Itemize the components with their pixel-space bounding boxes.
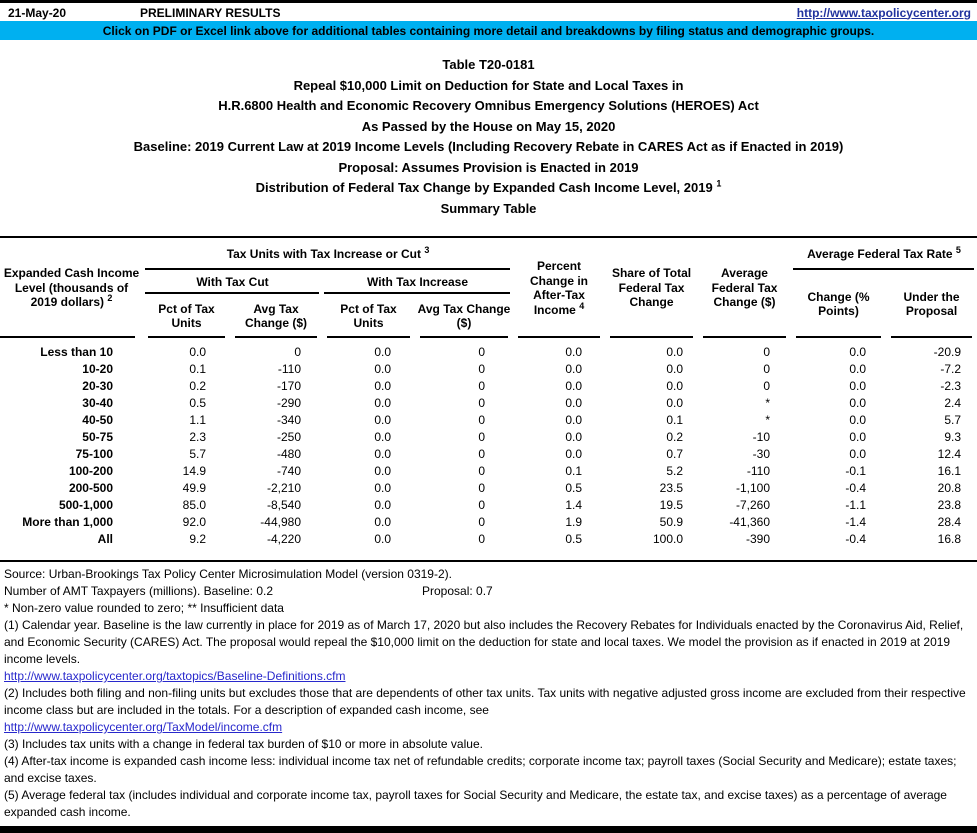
value-cell: 0.1 [565, 464, 583, 478]
value-cell: 0.0 [374, 515, 391, 529]
value-cell: 5.2 [666, 464, 684, 478]
income-level-cell: 75-100 [75, 447, 113, 461]
report-date: 21-May-20 [8, 5, 67, 20]
value-cell: -2.3 [940, 379, 962, 393]
value-cell: -44,980 [260, 515, 301, 529]
value-cell: 1.1 [189, 413, 206, 427]
value-cell: 100.0 [652, 532, 684, 546]
value-cell: * [765, 396, 771, 410]
value-cell: 0.0 [374, 447, 391, 461]
table-number: Table T20-0181 [442, 57, 535, 72]
value-cell: 0 [294, 345, 301, 359]
value-cell: 0.1 [666, 413, 684, 427]
value-cell: -1.4 [845, 515, 867, 529]
income-level-cell: 500-1,000 [58, 498, 113, 512]
col-header-rate-under-proposal: Under the Proposal [886, 270, 977, 338]
table-row [0, 429, 977, 446]
value-cell: 92.0 [182, 515, 206, 529]
value-cell: -110 [746, 464, 771, 478]
value-cell: 0 [478, 345, 486, 359]
title-line: As Passed by the House on May 15, 2020 [361, 118, 616, 134]
group-header-avg-rate: Average Federal Tax Rate $^5$ [791, 237, 977, 270]
col-header-avg-federal-change: Average Federal Tax Change ($) [698, 237, 791, 338]
value-cell: 0.0 [374, 396, 391, 410]
col-header-share-total: Share of Total Federal Tax Change [605, 237, 698, 338]
proposal-line: Proposal: Assumes Provision is Enacted in 2019 [338, 159, 639, 175]
value-cell: 0 [478, 447, 486, 461]
value-cell: 0.0 [565, 345, 583, 359]
value-cell: 0.2 [666, 430, 684, 444]
value-cell: 9.3 [944, 430, 962, 444]
distribution-line: Distribution of Federal Tax Change by Expanded Cash Income Level, 2019 $^1$ [255, 178, 722, 195]
value-cell: -20.9 [933, 345, 962, 359]
col-header-pct-units-increase: Pct of Tax Units [322, 294, 415, 338]
value-cell: 85.0 [182, 498, 206, 512]
value-cell: 0.1 [189, 362, 206, 376]
value-cell: 0.0 [565, 379, 583, 393]
value-cell: 0 [478, 362, 486, 376]
title-line: H.R.6800 Health and Economic Recovery Omnibus Emergency Solutions (HEROES) Act [218, 98, 759, 113]
table-body [0, 338, 977, 561]
value-cell: 0.0 [565, 362, 583, 376]
value-cell: -30 [752, 447, 771, 461]
asterisk-note: * Non-zero value rounded to zero; ** Insufficient data [4, 601, 284, 615]
table-row [0, 361, 977, 378]
table-row [0, 338, 977, 361]
value-cell: 0.0 [565, 396, 583, 410]
table-row [0, 395, 977, 412]
value-cell: -4,220 [266, 532, 301, 546]
value-cell: 0.0 [849, 396, 867, 410]
value-cell: 0.0 [666, 379, 684, 393]
group-header-with-tax-increase: With Tax Increase [322, 270, 513, 294]
col-header-income-level: Expanded Cash Income Level (thousands of 2019 dollars) $^2$ [0, 237, 143, 338]
value-cell: 0 [478, 396, 486, 410]
value-cell: 0.0 [374, 464, 391, 478]
value-cell: -390 [745, 532, 771, 546]
value-cell: 0.0 [849, 447, 867, 461]
value-cell: -1,100 [735, 481, 771, 495]
income-level-cell: All [97, 532, 113, 546]
value-cell: 0.0 [565, 447, 583, 461]
value-cell: 0 [478, 430, 486, 444]
income-level-cell: 100-200 [68, 464, 113, 478]
bottom-rule [0, 826, 977, 833]
value-cell: 0.0 [374, 362, 391, 376]
title-line: Repeal $10,000 Limit on Deduction for State and Local Taxes in [293, 77, 684, 93]
value-cell: -340 [276, 413, 301, 427]
income-level-cell: More than 1,000 [22, 515, 113, 529]
value-cell: 1.4 [565, 498, 583, 512]
footnote-4: (4) After-tax income is expanded cash income less: individual income tax net of refundable credits; corporate income tax; payroll taxes (Social Security and Medicare); estate taxes; and excise taxes. [4, 754, 957, 785]
value-cell: 0.0 [374, 345, 391, 359]
value-cell: -0.4 [845, 532, 867, 546]
table-row [0, 446, 977, 463]
value-cell: 0.0 [374, 379, 391, 393]
value-cell: 0.5 [565, 532, 583, 546]
baseline-line: Baseline: 2019 Current Law at 2019 Income Levels (Including Recovery Rebate in CARES Act as if Enacted in 2019) [133, 139, 844, 154]
value-cell: -0.1 [845, 464, 867, 478]
value-cell: -110 [277, 362, 301, 376]
value-cell: 0.0 [374, 481, 391, 495]
value-cell: -41,360 [729, 515, 771, 529]
col-header-avg-change-increase: Avg Tax Change ($) [415, 294, 513, 338]
value-cell: -480 [276, 447, 301, 461]
table-row [0, 531, 977, 561]
value-cell: -170 [276, 379, 301, 393]
income-level-cell: 200-500 [68, 481, 113, 495]
table-row [0, 497, 977, 514]
value-cell: 49.9 [182, 481, 206, 495]
value-cell: 12.4 [937, 447, 962, 461]
value-cell: 1.9 [565, 515, 583, 529]
value-cell: 0.5 [565, 481, 583, 495]
value-cell: -290 [276, 396, 301, 410]
value-cell: 16.1 [937, 464, 962, 478]
value-cell: 0 [478, 515, 486, 529]
value-cell: 0.0 [189, 345, 206, 359]
value-cell: 0.0 [666, 396, 684, 410]
table-row [0, 412, 977, 429]
value-cell: 0 [478, 532, 486, 546]
value-cell: 19.5 [659, 498, 684, 512]
value-cell: 0 [478, 379, 486, 393]
value-cell: 5.7 [944, 413, 962, 427]
table-row [0, 514, 977, 531]
income-level-cell: 50-75 [82, 430, 113, 444]
baseline-definitions-link[interactable]: http://www.taxpolicycenter.org/taxtopics/Baseline-Definitions.cfm [4, 669, 346, 683]
title-block [0, 55, 977, 219]
table-row [0, 463, 977, 480]
value-cell: 16.8 [937, 532, 962, 546]
income-definition-link[interactable]: http://www.taxpolicycenter.org/TaxModel/income.cfm [4, 720, 283, 734]
group-header-tax-units: Tax Units with Tax Increase or Cut $^3$ [143, 237, 513, 270]
income-level-cell: 20-30 [82, 379, 113, 393]
col-header-pct-units-cut: Pct of Tax Units [143, 294, 230, 338]
col-header-rate-change: Change (% Points) [791, 270, 886, 338]
value-cell: 0.0 [565, 413, 583, 427]
value-cell: 0.7 [666, 447, 684, 461]
value-cell: 20.8 [937, 481, 962, 495]
value-cell: -740 [276, 464, 301, 478]
value-cell: 0.0 [565, 430, 583, 444]
value-cell: 0.0 [849, 379, 867, 393]
footnote-3: (3) Includes tax units with a change in federal tax burden of $10 or more in absolute value. [4, 737, 483, 751]
taxpolicycenter-link[interactable]: http://www.taxpolicycenter.org [796, 5, 971, 20]
value-cell: 0.0 [374, 498, 391, 512]
value-cell: 0.5 [189, 396, 206, 410]
value-cell: 0 [478, 498, 486, 512]
value-cell: 9.2 [189, 532, 206, 546]
value-cell: -10 [752, 430, 771, 444]
col-header-avg-change-cut: Avg Tax Change ($) [230, 294, 322, 338]
summary-table-label: Summary Table [440, 200, 537, 216]
value-cell: 0 [478, 464, 486, 478]
value-cell: 28.4 [937, 515, 962, 529]
value-cell: 0.0 [849, 413, 867, 427]
value-cell: -1.1 [845, 498, 867, 512]
amt-baseline: Number of AMT Taxpayers (millions). Baseline: 0.2 [4, 584, 273, 598]
value-cell: -0.4 [845, 481, 867, 495]
table-header [0, 237, 977, 338]
value-cell: 0.0 [374, 532, 391, 546]
value-cell: * [765, 413, 771, 427]
value-cell: -2,210 [266, 481, 301, 495]
col-header-pct-change-ati: Percent Change in After-Tax Income $^4$ [513, 237, 605, 338]
value-cell: 0 [763, 362, 771, 376]
table-row [0, 378, 977, 395]
value-cell: -250 [276, 430, 301, 444]
distribution-table [0, 236, 977, 562]
footnote-1: (1) Calendar year. Baseline is the law currently in place for 2019 as of March 17, 2020 but also includes the Recovery Rebates for Individuals enacted by the Coronavirus Aid, Relief, and Economic Security (CARES) Act. The proposal would repeal the $10,000 limit on the deduction for state and local taxes. We model the provision as if enacted in 2019 at 2019 income levels. [4, 618, 964, 666]
footnotes [0, 562, 977, 821]
table-row [0, 480, 977, 497]
amt-taxpayers-note [4, 583, 972, 600]
info-banner-text: Click on PDF or Excel link above for additional tables containing more detail and breakdowns by filing status and demographic groups. [102, 23, 875, 38]
value-cell: 0 [763, 379, 771, 393]
value-cell: -7.2 [940, 362, 962, 376]
value-cell: 0 [478, 413, 486, 427]
preliminary-label: PRELIMINARY RESULTS [140, 5, 281, 20]
value-cell: 0 [763, 345, 771, 359]
value-cell: 0.0 [849, 430, 867, 444]
group-header-with-tax-cut: With Tax Cut [143, 270, 322, 294]
value-cell: 0.0 [666, 345, 684, 359]
value-cell: 0.0 [849, 362, 867, 376]
value-cell: 0.0 [849, 345, 867, 359]
value-cell: -8,540 [266, 498, 301, 512]
value-cell: 0 [478, 481, 486, 495]
value-cell: 23.8 [937, 498, 962, 512]
income-level-cell: Less than 10 [40, 345, 113, 359]
income-level-cell: 40-50 [82, 413, 113, 427]
value-cell: 2.4 [944, 396, 962, 410]
value-cell: 0.2 [189, 379, 206, 393]
value-cell: 0.0 [666, 362, 684, 376]
source-note: Source: Urban-Brookings Tax Policy Center Microsimulation Model (version 0319-2). [4, 567, 452, 581]
value-cell: 0.0 [374, 430, 391, 444]
value-cell: 23.5 [659, 481, 684, 495]
income-level-cell: 10-20 [82, 362, 113, 376]
footnote-2: (2) Includes both filing and non-filing units but excludes those that are dependents of other tax units. Tax units with negative adjusted gross income are excluded from their respective income class but are included in the totals. For a description of expanded cash income, see [4, 686, 966, 717]
value-cell: 2.3 [189, 430, 206, 444]
info-banner [0, 21, 977, 40]
value-cell: -7,260 [735, 498, 771, 512]
amt-proposal: Proposal: 0.7 [422, 584, 493, 598]
value-cell: 0.0 [374, 413, 391, 427]
footnote-5: (5) Average federal tax (includes individual and corporate income tax, payroll taxes for Social Security and Medicare, the estate tax, and excise taxes) as a percentage of average expanded cash income. [4, 788, 947, 819]
value-cell: 14.9 [182, 464, 206, 478]
masthead [0, 3, 977, 21]
income-level-cell: 30-40 [82, 396, 113, 410]
value-cell: 50.9 [659, 515, 684, 529]
value-cell: 5.7 [189, 447, 206, 461]
